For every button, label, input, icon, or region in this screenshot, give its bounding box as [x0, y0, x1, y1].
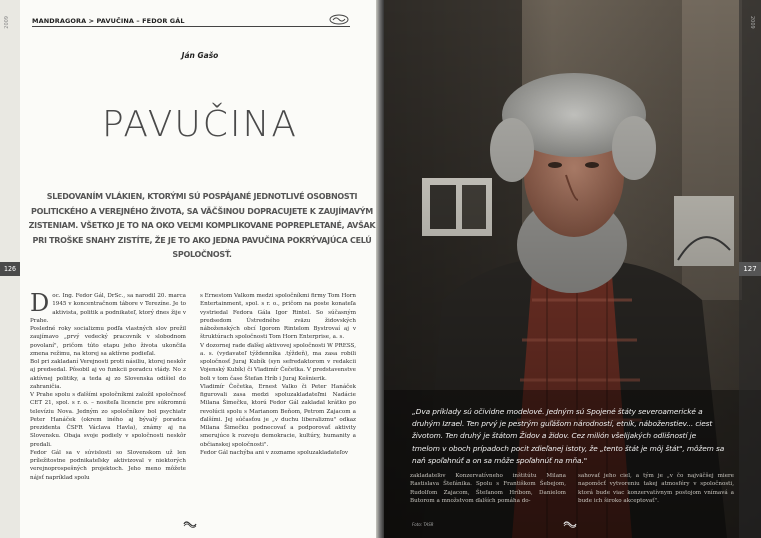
continued-column-1: zakladateľov Konzervatívneho inštitútu Milana Rastislava Štefánika. Spolu s Františkom Šebejom, Rudolfom Zajacom, Štefanom Hríbom, Danielom Butorom a množstvom ďalších pomáha do-: [410, 473, 566, 504]
body-column-2: [200, 292, 356, 514]
footer-ornament-icon: [182, 519, 198, 529]
page-gutter: [376, 0, 384, 538]
left-page: [0, 0, 380, 538]
running-head: MANDRAGORA > PAVUČINA – FEDOR GÁL: [32, 17, 185, 25]
body-paragraph: Bol pri zakladaní Verejnosti proti násiliu, ktorej neskôr aj predsedal. Pôsobil aj vo funkcii poradcu vlády. No z aktívnej politiky, a teda aj zo Slovenska odišiel do zahraničia.: [30, 359, 186, 390]
edge-year-right: 2009: [749, 16, 755, 29]
page-number-right: 127: [739, 262, 761, 276]
photo-credit: Foto: TASR: [412, 522, 434, 527]
article-lead: SLEDOVANÍM VLÁKIEN, KTORÝMI SÚ POSPÁJANÉ JEDNOTLIVÉ OSOBNOSTI POLITICKÉHO A VEREJNÉHO ŽIVOTA, SA VÄČŠINOU DOPRACUJETE K ZAUJÍMAVÝM ZISTENIAM. VŠETKO JE TO NA OKO VEĽMI KOMPLIKOVANE POPREPLETANÉ, AVŠAK PRI TROŠKE SNAHY ZISTÍTE, ŽE JE TO AKO JEDNA PAVUČINA POKRÝVAJÚCA CELÚ SPOLOČNOSŤ.: [28, 192, 376, 260]
article-title: PAVUČINA: [101, 104, 299, 145]
continued-column-2: sahovať jeho ciel, a tým je „v čo najväčšej miere napomôcť vytvoreniu takej atmosféry v spoločnosti, ktorá bude viac konzervatívnym postojom vnímavá a bude ich široko akceptovať".: [578, 473, 734, 504]
footer-ornament-icon: [562, 519, 578, 529]
running-head-rule: [32, 26, 350, 27]
body-paragraph: V Prahe spolu s ďalšími spoločníkmi založil spoločnosť CET 21, spol. s r. o. – nositeľa licencie pre súkromnú televíziu Nova. Jedným zo spoločníkov bol psychiatr Peter Hanáček (okrem iného aj bývalý poradca prezidenta ČSFR Václava Havla), známy aj na Slovensku. Obaja svoje podiely v spoločnosti neskôr predali.: [30, 392, 186, 448]
body-paragraph: Posledné roky socializmu podľa vlastných slov prežil zaujímavo „prvý vedecký pracovník v slobodnom povolaní", pričom túto etapu jeho života ukončila zmena režimu, na ktorej sa aktívne podieľal.: [30, 326, 186, 357]
body-paragraph: Vladimír Čečetka, Ernest Valko či Peter Hanáček figurovali zasa medzi spoluzakladateľmi Nadácie Milana Šimečku, ktorú Fedor Gál zakladal krátko po revolúcii spolu s Marianom Beňom, Petrom Zajacom a ďalšími. Jej súčasťou je „v duchu liberalizmu" odkaz Milana Šimečku podnecovať a podporovať aktivity smerujúce k rozvoju demokracie, kultúry, humanity a občianskej spoločnosti".: [200, 383, 356, 448]
magazine-logo-icon: [329, 14, 349, 25]
right-page: [382, 0, 761, 538]
drop-cap: D: [30, 292, 50, 317]
body-paragraph: V dozornej rade ďalšej aktivovej spoločnosti W PRESS, a. s. (vydavateľ týždenníka .týždeň), ma zasa robili spoločnosť Juraj Kubík (syn sefredaktorom v redakcii Vojenský Kubík) či Vladimír Čečetka. V predstavenstve boli v tom čase Štefan Hríb i Juraj Kešnierik.: [200, 342, 356, 382]
body-paragraph: s Ernestom Valkom medzi spoločníkmi firmy Tom Horn Entertainment, spol. s r. o., pričom na poste konateľa vystriedal Fedora Gála Igor Rintel. So súčasným predsedom Ústredného zväzu židovských náboženských obcí Igorom Rintelom Bystrovaí aj v štruktúrach spoločnosti Tom Horn Enterprise, a. s.: [200, 293, 356, 341]
body-paragraph: oc. Ing. Fedor Gál, DrSc., sa narodil 20. marca 1945 v koncentračnom tábore v Terezíne. Je to aktivista, politik a podnikateľ, ktorý dnes žije v Prahe.: [30, 293, 186, 324]
article-author: Ján Gašo: [181, 51, 219, 60]
article-body: [30, 292, 356, 514]
page-number-left: 126: [0, 262, 20, 276]
pull-quote: „Dva príklady sú očividne modelové. Jedným sú Spojené štáty severoamerické a druhým Izrael. Ten prvý je pestrým guľášom národností, etník, náboženstiev... ciest životom. Ten druhý je štátom Židov a židov. Cez milión všelijakých odlišností je tmelom v oboch prípadoch pocit zdieľanej istoty, že „tento štát je môj štát", môžem sa naň spoľahnúť a on sa môže spoľahnúť na mňa.": [412, 407, 725, 465]
body-paragraph: Fedor Gál sa v súvislosti so Slovenskom už len príležitostne podnikateľsky aktivizoval v niektorých verejnoprospešných projektoch. Jeho meno môžete nájsť napríklad spolu: [30, 449, 186, 481]
body-column-1: [30, 292, 186, 514]
body-paragraph: Fedor Gál nachýba ani v zozname spoluzakladateľov: [200, 449, 349, 456]
edge-year-left: 2009: [4, 16, 10, 29]
